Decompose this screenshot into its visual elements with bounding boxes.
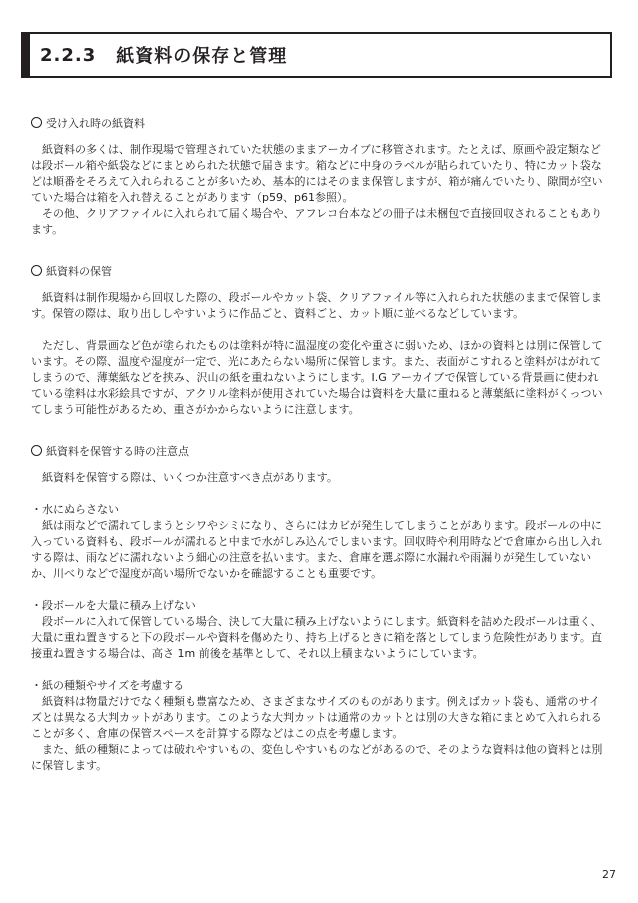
paragraph-receive-2: その他、クリアファイルに入れられて届く場合や、アフレコ台本などの冊子は未梱包で直接回収されることもあります。 (31, 207, 603, 236)
caution-body-paper-type: 紙資料は物量だけでなく種類も豊富なため、さまざまなサイズのものがあります。例えばカット袋も、通常のサイズとは異なる大判カットがあります。このような大判カットは通常のカットとは別の大きな箱にまとめて入れられることが多く、倉庫の保管スペースを計算する際などはこの点を考慮します。 (31, 695, 602, 740)
paragraph-receive-1: 紙資料の多くは、制作現場で管理されていた状態のままアーカイブに移管されます。たとえば、原画や設定類などは段ボール箱や紙袋などにまとめられた状態で届きます。箱などに中身のラベルが貼られていたり、特にカット袋などは順番をそろえて入れられることが多いため、基本的にはそのまま保管しますが、箱が痛んでいたり、隙間が空いていた場合は箱を入れ替えることがあります（p59、p61参照）。 (31, 143, 603, 204)
section-title-box (21, 32, 612, 78)
caution-body-water: 紙は雨などで濡れてしまうとシワやシミになり、さらにはカビが発生してしまうことがあります。段ボールの中に入っている資料も、段ボールが濡れると中まで水がしみ込んでしまいます。回収時や利用時などで倉庫から出し入れする際は、雨などに濡れないよう細心の注意を払います。また、倉庫を選ぶ際に水漏れや雨漏りが発生していないか、川べりなどで湿度が高い場所でないかを確認することも重要です。 (31, 519, 602, 580)
caution-body-stacking: 段ボールに入れて保管している場合、決して大量に積み上げないようにします。紙資料を詰めた段ボールは重く、大量に重ね置きすると下の段ボールや資料を傷めたり、持ち上げるときに箱を落としてしまう危険性があります。直接重ね置きする場合は、高さ 1m 前後を基準として、それ以上積まないようにしています。 (31, 615, 602, 660)
main-content (31, 116, 607, 774)
heading-storage: 紙資料の保管 (31, 264, 607, 280)
caution-title-water: ・水にぬらさない (31, 503, 119, 516)
caution-title-paper-type: ・紙の種類やサイズを考慮する (31, 679, 185, 692)
section-number: 2.2.3 (40, 44, 97, 66)
page-number: 27 (602, 868, 616, 881)
paragraph-storage-2: ただし、背景画など色が塗られたものは塗料が特に温湿度の変化や重さに弱いため、ほかの資料とは別に保管しています。その際、温度や湿度が一定で、光にあたらない場所に保管します。また、表面がこすれると塗料がはがれてしまうので、薄葉紙などを挟み、沢山の紙を重ねないようにします。I.G アーカイブで保管している背景画に使われている塗料は水彩絵具ですが、アクリル塗料が使用されていた場合は資料を大量に重ねると薄葉紙に塗料がくっついてしまう可能性があるため、重さがかからないように注意します。 (31, 339, 603, 416)
section-title: 紙資料の保存と管理 (116, 46, 288, 67)
heading-receive: 受け入れ時の紙資料 (31, 116, 607, 132)
heading-cautions: 紙資料を保管する時の注意点 (31, 444, 607, 460)
caution-title-stacking: ・段ボールを大量に積み上げない (31, 599, 196, 612)
caution-body-paper-type-2: また、紙の種類によっては破れやすいもの、変色しやすいものなどがあるので、そのような資料は他の資料とは別に保管します。 (31, 743, 603, 772)
paragraph-cautions-intro: 紙資料を保管する際は、いくつか注意すべき点があります。 (31, 471, 338, 484)
paragraph-storage-1: 紙資料は制作現場から回収した際の、段ボールやカット袋、クリアファイル等に入れられた状態のままで保管します。保管の際は、取り出ししやすいように作品ごと、資料ごと、カット順に並べるなどしています。 (31, 291, 603, 320)
